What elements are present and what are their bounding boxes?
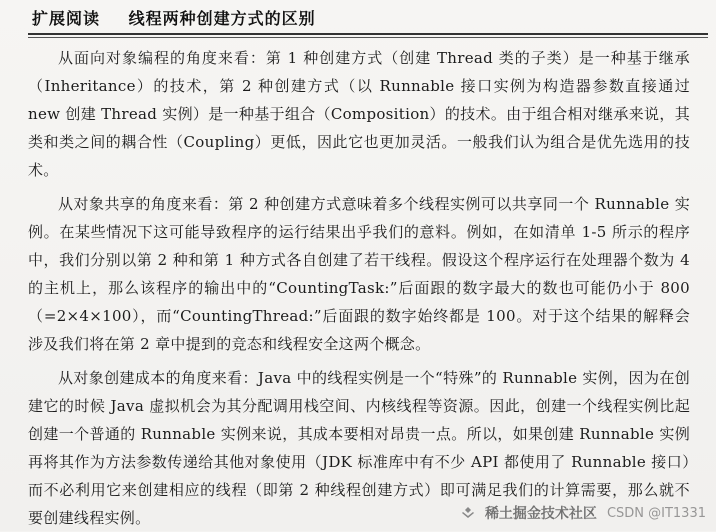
paragraph-oop: 从面向对象编程的角度来看：第 1 种创建方式（创建 Thread 类的子类）是一种基于继承（Inheritance）的技术，第 2 种创建方式（以 Runnable 接口实例为构造器参数直接通过 new 创建 Thread 实例）是一种基于组合（Composition）的技术。由于组合相对继承来说，其类和类之间的耦合性（Coupling）更低，因此它也更加灵活。一般我们认为组合是优先选用的技术。 (28, 49, 690, 179)
header-title: 线程两种创建方式的区别 (128, 9, 316, 28)
watermark-brand: 稀土掘金技术社区 (484, 506, 597, 522)
watermark (461, 503, 706, 523)
paragraph-sharing: 从对象共享的角度来看：第 2 种创建方式意味着多个线程实例可以共享同一个 Runnable 实例。在某些情况下这可能导致程序的运行结果出乎我们的意料。例如，在如清单 1-5 所示的程序中，我们分别以第 2 种和第 1 种方式各自创建了若干线程。假设这个程序运行在处理器个数为 4 的主机上，那么该程序的输出中的“CountingTask:”后面跟的数字最大的数也可能仍小于 800（=2×4×100），而“CountingThread:”后面跟的数字始终都是 100。对于这个结果的解释会涉及我们将在第 2 章中提到的竞态和线程安全这两个概念。 (28, 195, 690, 353)
header-rule (28, 33, 708, 35)
header-tag: 扩展阅读 (32, 9, 101, 28)
header-rule-thin (28, 37, 708, 38)
paragraph-cost: 从对象创建成本的角度来看：Java 中的线程实例是一个“特殊”的 Runnable 实例，因为在创建它的时候 Java 虚拟机会为其分配调用栈空间、内核线程等资源。因此，创建一个线程实例比起创建一个普通的 Runnable 实例来说，其成本要相对昂贵一点。所以，如果创建 Runnable 实例再将其作为方法参数传递给其他对象使用（JDK 标准库中有不少 API 都使用了 Runnable 接口）而不必利用它来创建相应的线程（即第 2 种线程创建方式）即可满足我们的计算需要，那么就不要创建线程实例。 (28, 369, 690, 527)
section-header (32, 6, 316, 29)
juejin-logo-icon (461, 506, 475, 521)
watermark-site: CSDN @IT1331 (606, 505, 706, 521)
